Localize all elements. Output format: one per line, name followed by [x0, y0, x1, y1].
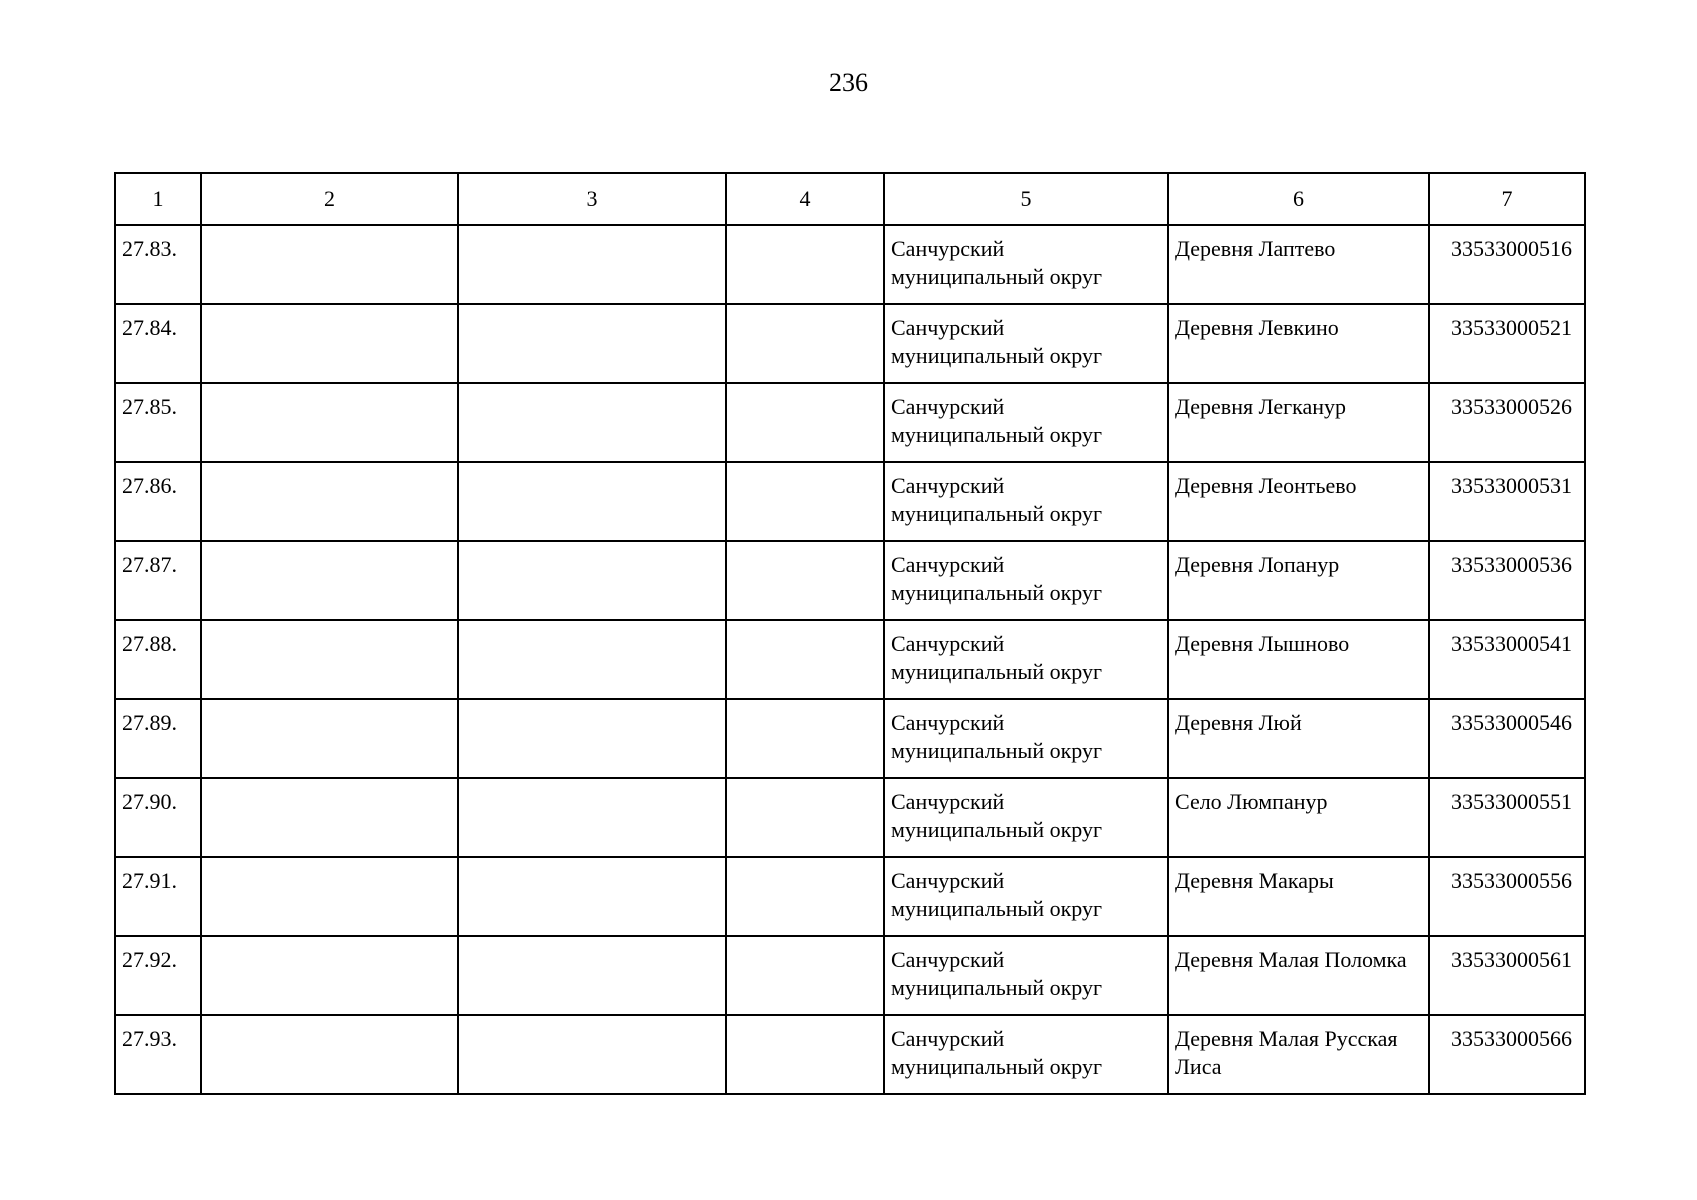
- district-cell: Санчурский муниципальный округ: [884, 699, 1168, 778]
- oktmo-code-cell: 33533000561: [1429, 936, 1585, 1015]
- column-2-cell: [201, 936, 458, 1015]
- oktmo-code-cell: 33533000521: [1429, 304, 1585, 383]
- settlement-cell: Деревня Малая Поломка: [1168, 936, 1429, 1015]
- district-cell: Санчурский муниципальный округ: [884, 620, 1168, 699]
- settlements-table: [114, 172, 1586, 1095]
- column-3-cell: [458, 857, 726, 936]
- row-number-cell: 27.86.: [115, 462, 201, 541]
- row-number-cell: 27.91.: [115, 857, 201, 936]
- district-cell: Санчурский муниципальный округ: [884, 383, 1168, 462]
- table-row: [115, 225, 1585, 304]
- table-row: [115, 857, 1585, 936]
- row-number-cell: 27.87.: [115, 541, 201, 620]
- district-cell: Санчурский муниципальный округ: [884, 541, 1168, 620]
- oktmo-code-cell: 33533000566: [1429, 1015, 1585, 1094]
- settlement-cell: Деревня Люй: [1168, 699, 1429, 778]
- column-4-cell: [726, 699, 884, 778]
- settlement-cell: Деревня Лаптево: [1168, 225, 1429, 304]
- table-row: [115, 383, 1585, 462]
- row-number-cell: 27.84.: [115, 304, 201, 383]
- page-number: 236: [829, 68, 868, 97]
- district-cell: Санчурский муниципальный округ: [884, 462, 1168, 541]
- table-row: [115, 620, 1585, 699]
- settlement-cell: Деревня Лопанур: [1168, 541, 1429, 620]
- settlement-cell: Деревня Малая Русская Лиса: [1168, 1015, 1429, 1094]
- column-4-cell: [726, 541, 884, 620]
- column-3-cell: [458, 541, 726, 620]
- column-4-cell: [726, 857, 884, 936]
- column-header-2: 2: [201, 173, 458, 225]
- column-4-cell: [726, 462, 884, 541]
- table-row: [115, 699, 1585, 778]
- settlement-cell: Деревня Макары: [1168, 857, 1429, 936]
- column-header-3: 3: [458, 173, 726, 225]
- district-cell: Санчурский муниципальный округ: [884, 304, 1168, 383]
- row-number-cell: 27.93.: [115, 1015, 201, 1094]
- column-2-cell: [201, 462, 458, 541]
- table-row: [115, 462, 1585, 541]
- column-4-cell: [726, 304, 884, 383]
- column-2-cell: [201, 778, 458, 857]
- column-2-cell: [201, 383, 458, 462]
- district-cell: Санчурский муниципальный округ: [884, 936, 1168, 1015]
- table-row: [115, 541, 1585, 620]
- oktmo-code-cell: 33533000541: [1429, 620, 1585, 699]
- column-4-cell: [726, 620, 884, 699]
- column-3-cell: [458, 699, 726, 778]
- oktmo-code-cell: 33533000531: [1429, 462, 1585, 541]
- column-3-cell: [458, 1015, 726, 1094]
- column-2-cell: [201, 225, 458, 304]
- column-2-cell: [201, 541, 458, 620]
- column-3-cell: [458, 304, 726, 383]
- district-cell: Санчурский муниципальный округ: [884, 778, 1168, 857]
- column-header-5: 5: [884, 173, 1168, 225]
- settlement-cell: Деревня Левкино: [1168, 304, 1429, 383]
- column-header-1: 1: [115, 173, 201, 225]
- column-3-cell: [458, 620, 726, 699]
- column-4-cell: [726, 1015, 884, 1094]
- row-number-cell: 27.92.: [115, 936, 201, 1015]
- oktmo-code-cell: 33533000516: [1429, 225, 1585, 304]
- column-2-cell: [201, 620, 458, 699]
- column-4-cell: [726, 383, 884, 462]
- table-row: [115, 304, 1585, 383]
- column-4-cell: [726, 778, 884, 857]
- district-cell: Санчурский муниципальный округ: [884, 857, 1168, 936]
- column-2-cell: [201, 699, 458, 778]
- column-2-cell: [201, 304, 458, 383]
- oktmo-code-cell: 33533000556: [1429, 857, 1585, 936]
- column-2-cell: [201, 857, 458, 936]
- row-number-cell: 27.83.: [115, 225, 201, 304]
- column-3-cell: [458, 936, 726, 1015]
- district-cell: Санчурский муниципальный округ: [884, 1015, 1168, 1094]
- settlement-cell: Деревня Лышново: [1168, 620, 1429, 699]
- oktmo-code-cell: 33533000551: [1429, 778, 1585, 857]
- row-number-cell: 27.89.: [115, 699, 201, 778]
- column-3-cell: [458, 462, 726, 541]
- column-header-7: 7: [1429, 173, 1585, 225]
- column-4-cell: [726, 936, 884, 1015]
- settlement-cell: Деревня Леонтьево: [1168, 462, 1429, 541]
- oktmo-code-cell: 33533000526: [1429, 383, 1585, 462]
- column-header-4: 4: [726, 173, 884, 225]
- row-number-cell: 27.88.: [115, 620, 201, 699]
- column-2-cell: [201, 1015, 458, 1094]
- settlement-cell: Деревня Легканур: [1168, 383, 1429, 462]
- column-3-cell: [458, 225, 726, 304]
- district-cell: Санчурский муниципальный округ: [884, 225, 1168, 304]
- column-4-cell: [726, 225, 884, 304]
- row-number-cell: 27.90.: [115, 778, 201, 857]
- oktmo-code-cell: 33533000536: [1429, 541, 1585, 620]
- table-row: [115, 1015, 1585, 1094]
- table-row: [115, 936, 1585, 1015]
- settlement-cell: Село Люмпанур: [1168, 778, 1429, 857]
- table-body: [115, 225, 1585, 1094]
- oktmo-code-cell: 33533000546: [1429, 699, 1585, 778]
- table-row: [115, 778, 1585, 857]
- header-row: [115, 173, 1585, 225]
- column-3-cell: [458, 383, 726, 462]
- column-3-cell: [458, 778, 726, 857]
- row-number-cell: 27.85.: [115, 383, 201, 462]
- column-header-6: 6: [1168, 173, 1429, 225]
